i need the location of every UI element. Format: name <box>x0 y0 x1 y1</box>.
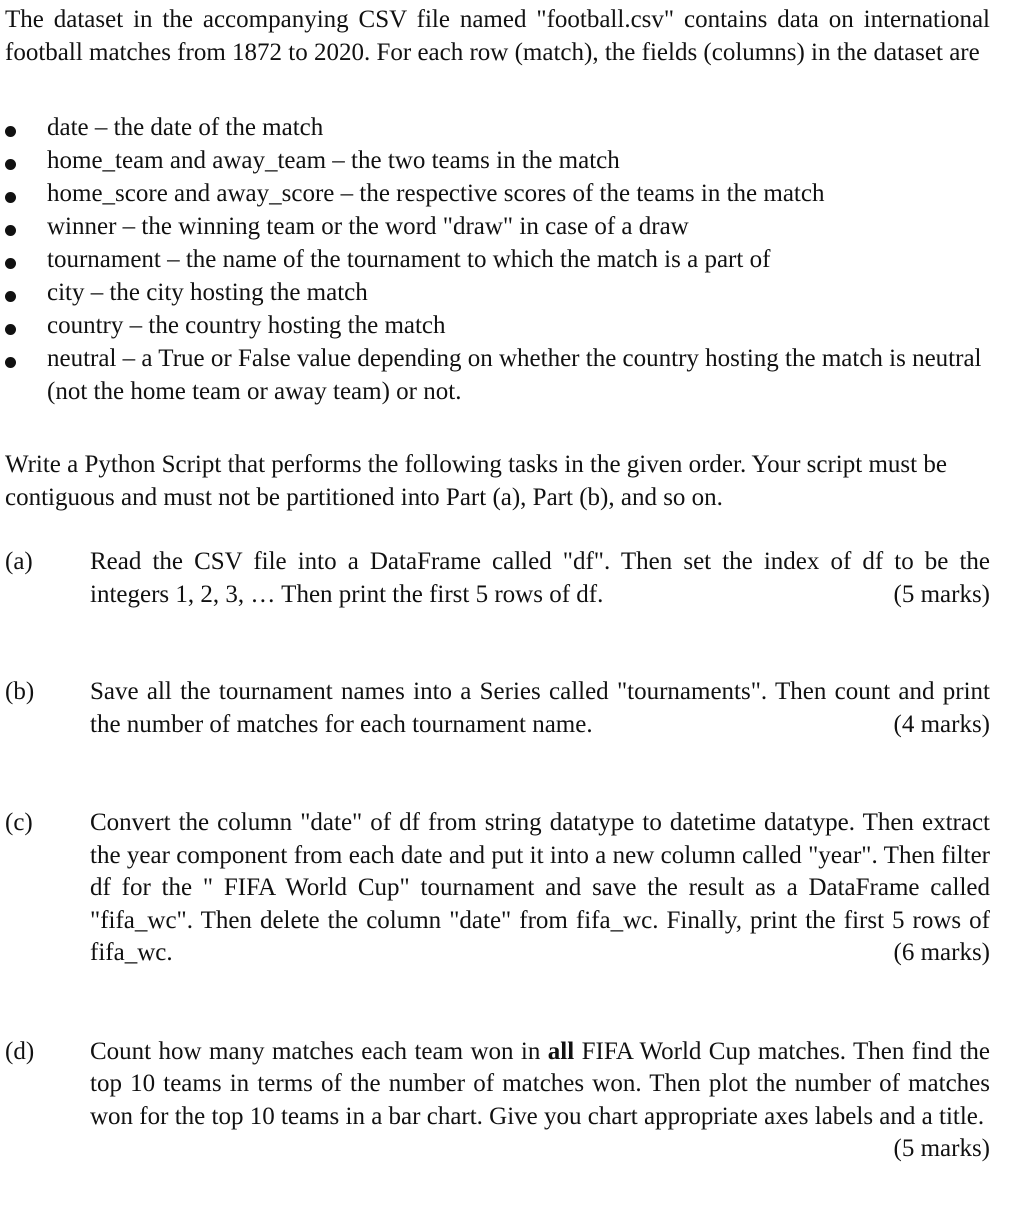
question-body: Read the CSV file into a DataFrame called "df". Then set the index of df to be the integers 1, 2, 3, … Then print the first 5 rows of df. <box>90 548 990 608</box>
field-text: date – the date of the match <box>47 114 324 141</box>
bullet-icon <box>5 258 16 269</box>
intro-paragraph: The dataset in the accompanying CSV file named "football.csv" contains data on international football matches from 1872 to 2020. For each row (match), the fields (columns) in the dataset are <box>5 6 990 66</box>
bullet-icon <box>5 192 16 203</box>
field-item-city <box>5 276 990 309</box>
field-text: tournament – the name of the tournament to which the match is a part of <box>47 246 771 273</box>
question-label: (c) <box>5 809 33 836</box>
field-item-scores <box>5 177 990 210</box>
question-label: (b) <box>5 678 35 705</box>
bullet-icon <box>5 225 16 236</box>
question-text <box>90 546 990 611</box>
bullet-icon <box>5 357 16 368</box>
question-body: Save all the tournament names into a Series called "tournaments". Then count and print the number of matches for each tournament name. <box>90 678 990 738</box>
question-text <box>90 1036 991 1162</box>
field-text: country – the country hosting the match <box>47 312 446 339</box>
question-a <box>5 546 990 611</box>
question-label: (d) <box>5 1037 35 1065</box>
field-text: home_team and away_team – the two teams in the match <box>47 147 620 174</box>
question-body-end: FIFA World Cup matches. Then find the top 10 teams in terms of the number of matches won. Then plot the number of matches won for the top 10 teams in a bar chart. Give you chart appropriate axes labels and a title. <box>90 1037 991 1130</box>
field-item-teams <box>5 144 990 177</box>
question-text <box>90 807 990 970</box>
marks-label: (6 marks) <box>893 939 990 966</box>
field-text: neutral – a True or False value depending on whether the country hosting the match is neutral (not the home team or away team) or not. <box>47 345 982 405</box>
question-d <box>5 1036 991 1162</box>
instruction-paragraph: Write a Python Script that performs the following tasks in the given order. Your script must be contiguous and must not be partitioned into Part (a), Part (b), and so on. <box>5 451 947 511</box>
field-item-tournament <box>5 243 990 276</box>
field-text: city – the city hosting the match <box>47 279 368 306</box>
bullet-icon <box>5 291 16 302</box>
question-body-start: Count how many matches each team won in <box>90 1037 548 1065</box>
marks-label: (5 marks) <box>893 1135 990 1162</box>
field-text: winner – the winning team or the word "draw" in case of a draw <box>47 213 689 240</box>
field-item-date <box>5 111 990 144</box>
bullet-icon <box>5 159 16 170</box>
field-item-winner <box>5 210 990 243</box>
marks-label: (5 marks) <box>893 580 990 608</box>
question-text <box>90 676 990 741</box>
question-b <box>5 676 990 741</box>
question-body: Convert the column "date" of df from string datatype to datetime datatype. Then extract the year component from each date and put it into a new column called "year". Then filter df for the " FIFA World Cup" tournament and save the result as a DataFrame called "fifa_wc". Then delete the column "date" from fifa_wc. Finally, print the first 5 rows of fifa_wc. <box>90 809 990 966</box>
field-list <box>5 111 990 408</box>
question-c <box>5 807 990 970</box>
bullet-icon <box>5 126 16 137</box>
field-item-neutral <box>5 342 990 408</box>
field-text: home_score and away_score – the respective scores of the teams in the match <box>47 180 825 207</box>
question-bold-word: all <box>547 1037 575 1065</box>
marks-label: (4 marks) <box>893 710 990 738</box>
bullet-icon <box>5 324 16 335</box>
field-item-country <box>5 309 990 342</box>
question-label: (a) <box>5 548 33 575</box>
